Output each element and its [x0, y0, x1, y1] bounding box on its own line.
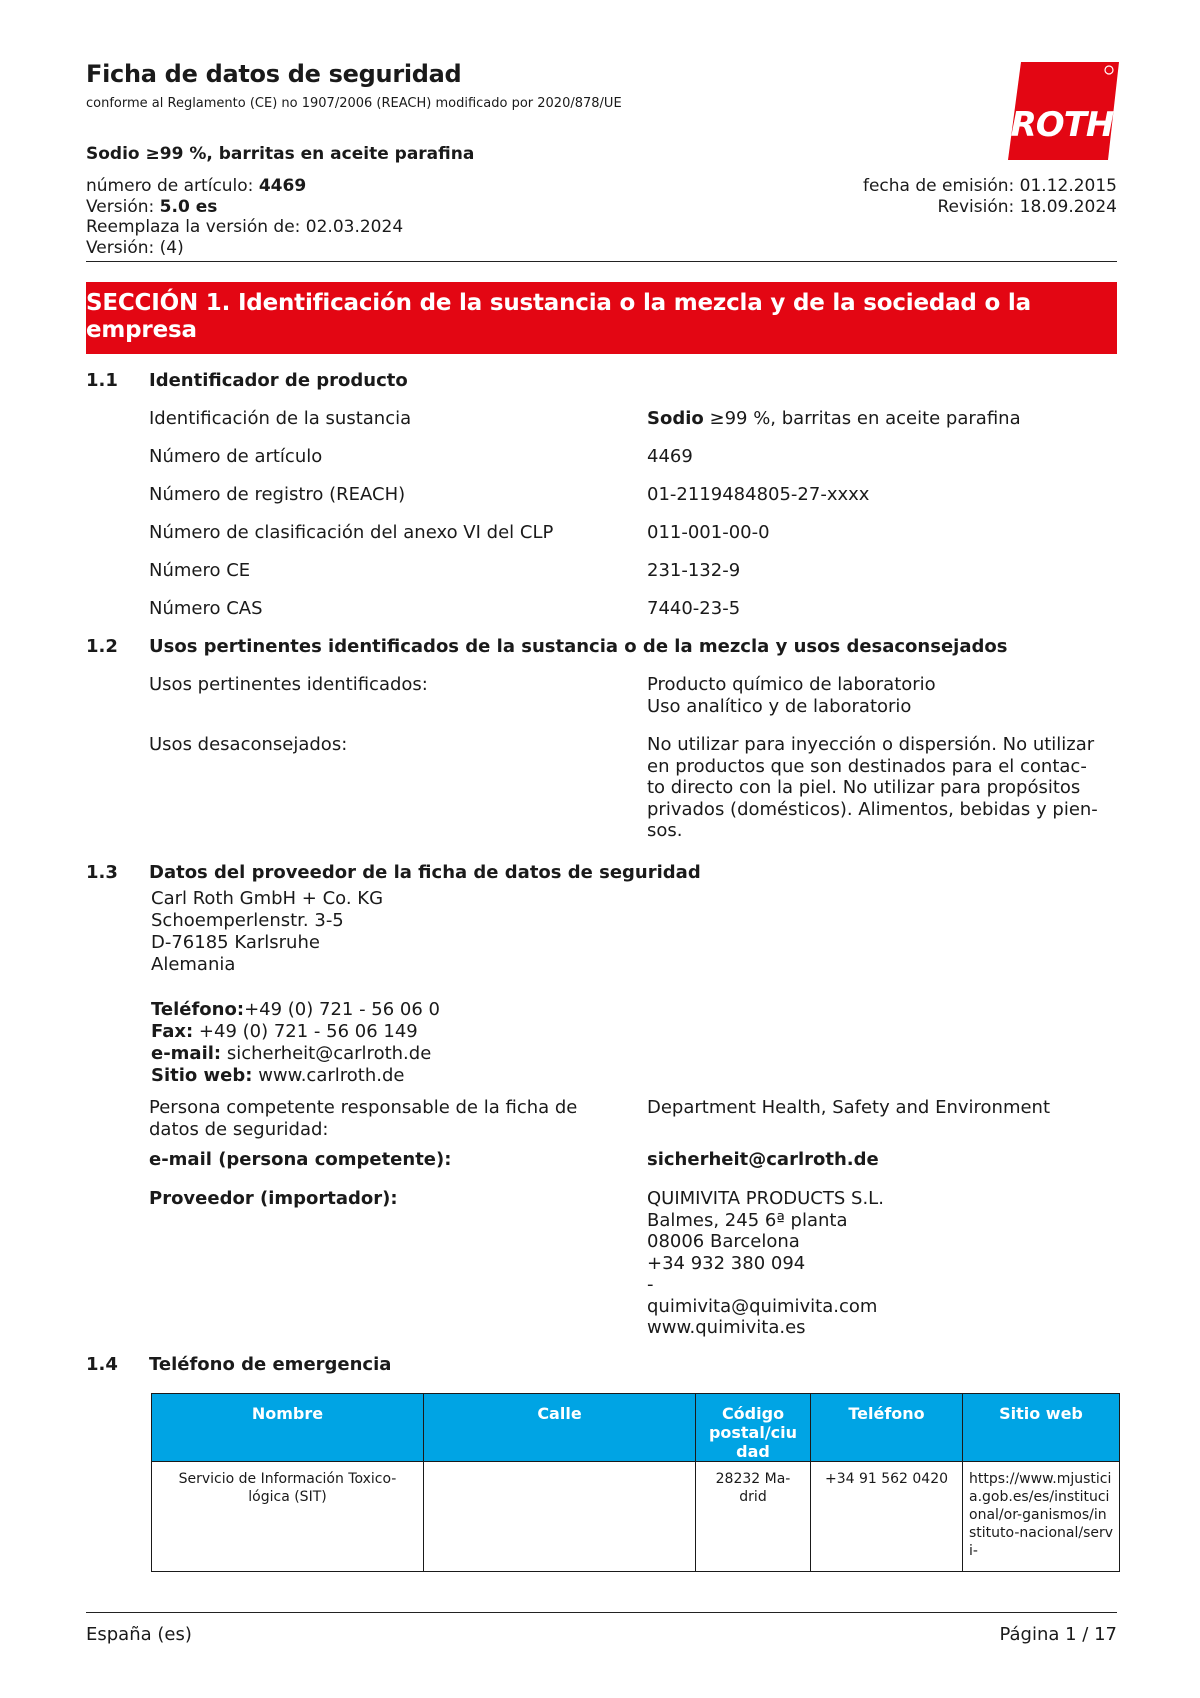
document-subtitle: conforme al Reglamento (CE) no 1907/2006 (REACH) modificado por 2020/878/UE: [86, 96, 622, 111]
page-number: Página 1 / 17: [999, 1624, 1117, 1645]
column-header: Sitio web: [963, 1394, 1120, 1462]
field-value: Department Health, Safety and Environment: [647, 1097, 1051, 1118]
previous-version: Versión: (4): [86, 237, 184, 258]
roth-logo: [1007, 60, 1120, 162]
column-header: Teléfono: [811, 1394, 963, 1462]
subsection-title: Datos del proveedor de la ficha de datos de seguridad: [149, 862, 701, 883]
competent-email[interactable]: sicherheit@carlroth.de: [647, 1149, 879, 1170]
subsection-title: Teléfono de emergencia: [149, 1354, 392, 1375]
supplier-address: Carl Roth GmbH + Co. KG Schoemperlenstr. 3-5 D-76185 Karlsruhe Alemania: [151, 888, 384, 975]
section-1-heading: SECCIÓN 1. Identificación de la sustancia o la mezcla y de la sociedad o la empresa: [86, 282, 1117, 354]
document-title: Ficha de datos de seguridad: [86, 60, 462, 88]
subsection-title: Identificador de producto: [149, 370, 408, 391]
field-value: No utilizar para inyección o dispersión. No utilizar en productos que son destinados para el contac- to directo con la piel. No utilizar para propósitos privados (domésticos). Alimentos, bebidas y pien- sos.: [647, 734, 1098, 841]
field-label: Usos desaconsejados:: [149, 734, 348, 755]
field-label: Proveedor (importador):: [149, 1188, 398, 1209]
footer-country: España (es): [86, 1624, 192, 1645]
emergency-phone-table: [151, 1393, 1120, 1572]
column-header: Nombre: [152, 1394, 424, 1462]
supplier-website[interactable]: www.carlroth.de: [252, 1065, 405, 1086]
supplier-email[interactable]: sicherheit@carlroth.de: [221, 1043, 432, 1064]
field-label: Usos pertinentes identificados:: [149, 674, 428, 695]
footer-divider: [86, 1612, 1117, 1613]
field-value: 4469: [647, 446, 693, 467]
field-label: Número CAS: [149, 598, 263, 619]
field-label: Número de registro (REACH): [149, 484, 406, 505]
field-value: 011-001-00-0: [647, 522, 770, 543]
column-header: Calle: [424, 1394, 696, 1462]
field-value: Producto químico de laboratorio Uso analítico y de laboratorio: [647, 674, 936, 717]
table-cell: [424, 1462, 696, 1572]
subsection-number: 1.2: [86, 636, 118, 657]
header-divider: [86, 261, 1117, 262]
product-name: Sodio ≥99 %, barritas en aceite parafina: [86, 144, 475, 164]
field-value: 01-2119484805-27-xxxx: [647, 484, 870, 505]
version-number: 5.0 es: [159, 196, 218, 217]
document-meta-left: número de artículo: 4469 Versión: 5.0 es Reemplaza la versión de: 02.03.2024 Versión: (4): [86, 176, 404, 258]
column-header: Código postal/ciu dad: [696, 1394, 811, 1462]
article-number: 4469: [258, 176, 307, 196]
document-meta-right: [863, 176, 1117, 217]
importer-details: QUIMIVITA PRODUCTS S.L. Balmes, 245 6ª planta 08006 Barcelona +34 932 380 094 - quimivita@quimivita.com www.quimivita.es: [647, 1188, 884, 1338]
table-cell: 28232 Ma-drid: [696, 1462, 811, 1572]
field-value: 231-132-9: [647, 560, 741, 581]
table-cell: Servicio de Información Toxico-lógica (SIT): [152, 1462, 424, 1572]
table-row: [152, 1462, 1120, 1572]
field-label: Número de clasificación del anexo VI del CLP: [149, 522, 554, 543]
field-value: Sodio ≥99 %, barritas en aceite parafina: [647, 408, 1021, 429]
field-value: 7440-23-5: [647, 598, 741, 619]
supplier-contact: Teléfono:+49 (0) 721 - 56 06 0 Fax: +49 (0) 721 - 56 06 149 e-mail: sicherheit@carlroth.de Sitio web: www.carlroth.de: [151, 999, 440, 1086]
subsection-number: 1.1: [86, 370, 118, 391]
subsection-number: 1.4: [86, 1354, 118, 1375]
field-label: Persona competente responsable de la ficha de datos de seguridad:: [149, 1097, 578, 1140]
table-cell-link[interactable]: https://www.mjusticia.gob.es/es/institucional/or-ganismos/instituto-nacional/servi-: [963, 1462, 1120, 1572]
field-label: Identificación de la sustancia: [149, 408, 412, 429]
field-label: Número de artículo: [149, 446, 323, 467]
replaces-version: Reemplaza la versión de: 02.03.2024: [86, 217, 404, 237]
field-label: Número CE: [149, 560, 251, 581]
subsection-title: Usos pertinentes identificados de la sustancia o de la mezcla y usos desaconsejados: [149, 636, 1008, 657]
field-label: e-mail (persona competente):: [149, 1149, 452, 1170]
table-cell: +34 91 562 0420: [811, 1462, 963, 1572]
logo-text: ROTH: [1010, 105, 1114, 145]
subsection-number: 1.3: [86, 862, 118, 883]
issue-date: fecha de emisión: 01.12.2015: [862, 176, 1117, 196]
revision-date: Revisión: 18.09.2024: [937, 196, 1117, 217]
